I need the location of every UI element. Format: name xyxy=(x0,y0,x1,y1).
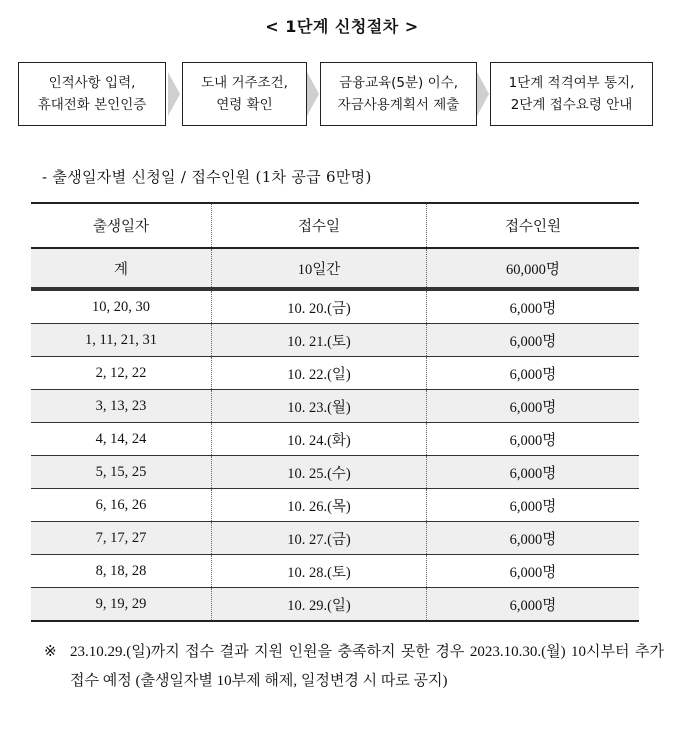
application-date-cell: 10. 20.(금) xyxy=(212,289,427,324)
footnote xyxy=(44,638,664,696)
applicant-count-cell: 6,000명 xyxy=(427,423,640,456)
birth-dates-cell: 10, 20, 30 xyxy=(31,289,212,324)
flow-step-identity xyxy=(18,62,166,126)
chevron-right-icon xyxy=(168,72,180,116)
applicant-count-cell: 6,000명 xyxy=(427,489,640,522)
flow-step-line: 2단계 접수요령 안내 xyxy=(510,97,633,113)
table-header-row xyxy=(31,203,639,248)
table-row xyxy=(31,489,639,522)
birth-dates-cell: 2, 12, 22 xyxy=(31,357,212,390)
birth-dates-cell: 6, 16, 26 xyxy=(31,489,212,522)
flow-step-education xyxy=(320,62,477,126)
applicant-count-cell: 6,000명 xyxy=(427,522,640,555)
table-row xyxy=(31,456,639,489)
page-title: < 1단계 신청절차 > xyxy=(265,17,419,36)
birth-dates-cell: 3, 13, 23 xyxy=(31,390,212,423)
table-row xyxy=(31,324,639,357)
applicant-count-cell: 6,000명 xyxy=(427,588,640,622)
flow-step-line: 인적사항 입력, xyxy=(48,75,136,91)
application-schedule-table xyxy=(31,202,639,622)
reference-mark-icon: ※ xyxy=(44,644,57,660)
table-row xyxy=(31,390,639,423)
applicant-count-cell: 6,000명 xyxy=(427,456,640,489)
table-row xyxy=(31,289,639,324)
flow-step-line: 연령 확인 xyxy=(216,97,273,113)
applicant-count-cell: 6,000명 xyxy=(427,289,640,324)
applicant-count-cell: 6,000명 xyxy=(427,324,640,357)
birth-dates-cell: 4, 14, 24 xyxy=(31,423,212,456)
application-date-cell: 10. 22.(일) xyxy=(212,357,427,390)
table-total-row xyxy=(31,248,639,289)
flow-step-notification xyxy=(490,62,653,126)
application-date-cell: 10. 29.(일) xyxy=(212,588,427,622)
flow-step-line: 휴대전화 본인인증 xyxy=(37,97,147,113)
application-date-cell: 10. 27.(금) xyxy=(212,522,427,555)
birth-dates-cell: 7, 17, 27 xyxy=(31,522,212,555)
procedure-flow xyxy=(0,62,684,130)
application-date-cell: 10. 23.(월) xyxy=(212,390,427,423)
table-row xyxy=(31,423,639,456)
total-count: 60,000명 xyxy=(427,248,640,289)
column-header-birth-date: 출생일자 xyxy=(31,203,212,248)
table-row xyxy=(31,555,639,588)
chevron-right-icon xyxy=(477,72,489,116)
table-row xyxy=(31,588,639,622)
applicant-count-cell: 6,000명 xyxy=(427,357,640,390)
flow-step-line: 도내 거주조건, xyxy=(201,75,288,91)
chevron-right-icon xyxy=(307,72,319,116)
application-date-cell: 10. 26.(목) xyxy=(212,489,427,522)
birth-dates-cell: 1, 11, 21, 31 xyxy=(31,324,212,357)
applicant-count-cell: 6,000명 xyxy=(427,555,640,588)
application-date-cell: 10. 25.(수) xyxy=(212,456,427,489)
flow-step-line: 자금사용계획서 제출 xyxy=(337,97,460,113)
footnote-text: 23.10.29.(일)까지 접수 결과 지원 인원을 충족하지 못한 경우 2023.10.30.(월) 10시부터 추가 접수 예정 (출생일자별 10부제 해제, 일정변경 시 따로 공지) xyxy=(70,644,664,689)
application-date-cell: 10. 24.(화) xyxy=(212,423,427,456)
column-header-applicant-count: 접수인원 xyxy=(427,203,640,248)
column-header-application-date: 접수일 xyxy=(212,203,427,248)
applicant-count-cell: 6,000명 xyxy=(427,390,640,423)
application-date-cell: 10. 21.(토) xyxy=(212,324,427,357)
section-subtitle: - 출생일자별 신청일 / 접수인원 (1차 공급 6만명) xyxy=(42,168,372,186)
flow-step-residence xyxy=(182,62,307,126)
table-row xyxy=(31,357,639,390)
total-label: 계 xyxy=(31,248,212,289)
total-days: 10일간 xyxy=(212,248,427,289)
birth-dates-cell: 8, 18, 28 xyxy=(31,555,212,588)
table-row xyxy=(31,522,639,555)
flow-step-line: 1단계 적격여부 통지, xyxy=(508,75,635,91)
birth-dates-cell: 5, 15, 25 xyxy=(31,456,212,489)
application-date-cell: 10. 28.(토) xyxy=(212,555,427,588)
birth-dates-cell: 9, 19, 29 xyxy=(31,588,212,622)
flow-step-line: 금융교육(5분) 이수, xyxy=(339,75,458,91)
